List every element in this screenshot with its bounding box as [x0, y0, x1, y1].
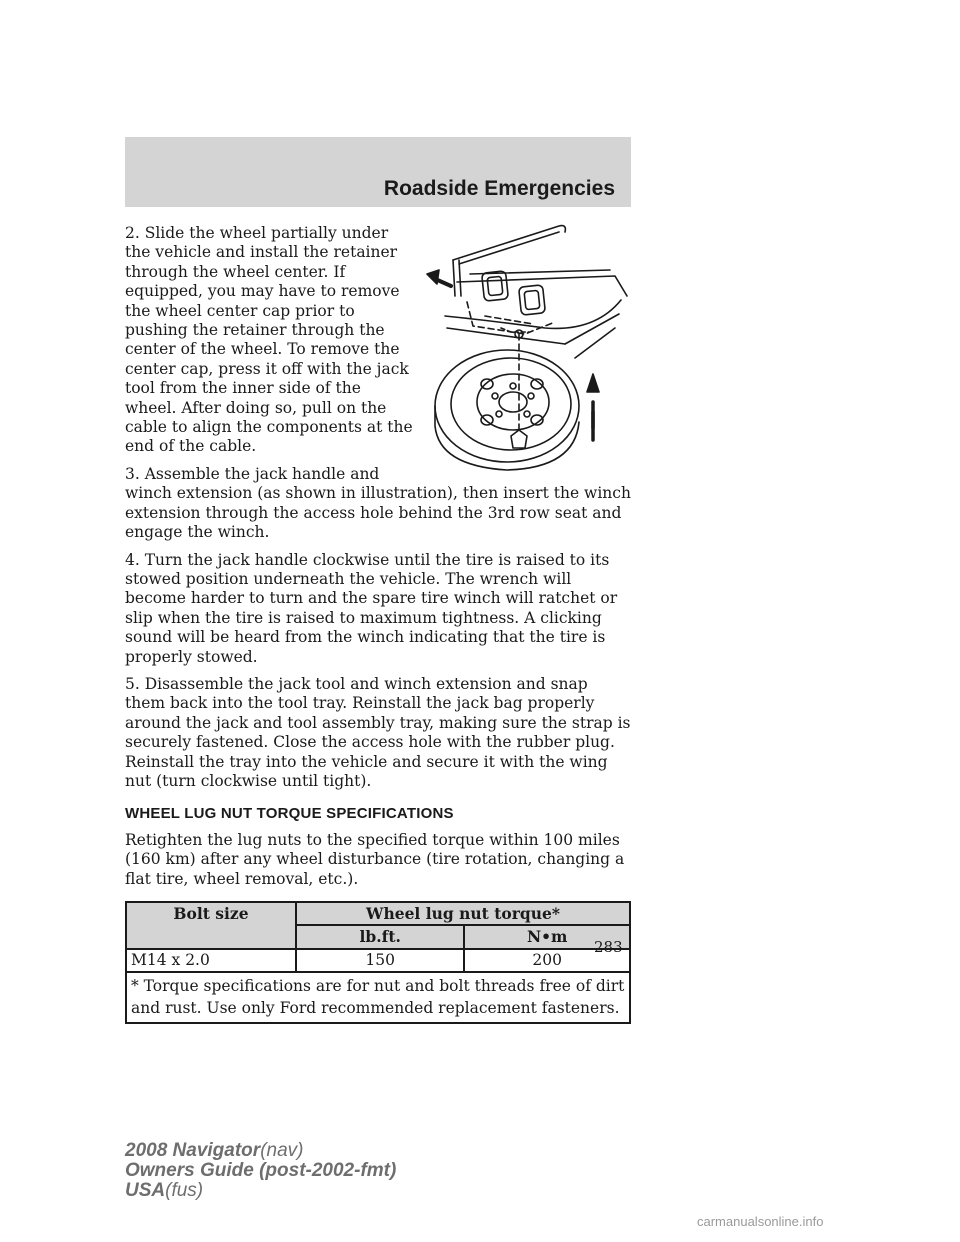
step-4-text: 4. Turn the jack handle clockwise until the tire is raised to its stowed position underneath the vehicle. The wrench will become harder to turn and the spare tire winch will ratchet or slip when the tire is raised to maximum tightness. A clicking sound will be heard from the winch indicating that the tire is properly stowed.: [125, 550, 618, 666]
torque-header: Wheel lug nut torque*: [296, 902, 630, 925]
bolt-size-cell: M14 x 2.0: [126, 949, 296, 972]
lbft-value-cell: 150: [296, 949, 464, 972]
torque-section-heading: WHEEL LUG NUT TORQUE SPECIFICATIONS: [125, 805, 454, 823]
torque-spec-table: [125, 901, 631, 1024]
step-3-text: 3. Assemble the jack handle and winch extension (as shown in illustration), then insert the winch extension through the access hole behind the 3rd row seat and engage the winch.: [125, 464, 631, 542]
footer-market: USA: [125, 1180, 166, 1201]
watermark-text: carmanualsonline.info: [697, 1214, 824, 1229]
footer-market-code: (fus): [165, 1180, 204, 1201]
section-title: Roadside Emergencies: [383, 177, 615, 200]
table-row: [126, 949, 630, 972]
nm-value-cell: 200: [464, 949, 630, 972]
footer-model: 2008 Navigator: [125, 1140, 261, 1161]
nm-header: N•m: [464, 925, 630, 948]
footer-guide-name: Owners Guide (post-2002-fmt): [125, 1160, 397, 1181]
document-footer: [125, 1141, 396, 1201]
table-header-row: [126, 902, 630, 925]
torque-footnote: * Torque specifications are for nut and bolt threads free of dirt and rust. Use only Ford recommended replacement fasteners.: [126, 972, 630, 1023]
footer-model-code: (nav): [260, 1140, 304, 1161]
section-header-band: [125, 137, 631, 207]
lbft-header: lb.ft.: [296, 925, 464, 948]
torque-intro-text: Retighten the lug nuts to the specified torque within 100 miles (160 km) after any wheel disturbance (tire rotation, changing a flat tire, wheel removal, etc.).: [125, 830, 625, 888]
bolt-size-header: Bolt size: [126, 902, 296, 949]
step-2-text: 2. Slide the wheel partially under the vehicle and install the retainer through the wheel center. If equipped, you may have to remove the wheel center cap prior to pushing the retainer through the center of the wheel. To remove the center cap, press it off with the jack tool from the inner side of the wheel. After doing so, pull on the cable to align the components at the end of the cable.: [125, 224, 413, 456]
page-number: 283: [594, 938, 623, 956]
table-footnote-row: [126, 972, 630, 1023]
page-content: [125, 224, 631, 1024]
spare-tire-winch-illustration: [425, 216, 635, 478]
step-5-text: 5. Disassemble the jack tool and winch extension and snap them back into the tool tray. Reinstall the jack bag properly around the jack and tool assembly tray, making sure the strap is securely fastened. Close the access hole with the rubber plug. Reinstall the tray into the vehicle and secure it with the wing nut (turn clockwise until tight).: [125, 674, 631, 790]
